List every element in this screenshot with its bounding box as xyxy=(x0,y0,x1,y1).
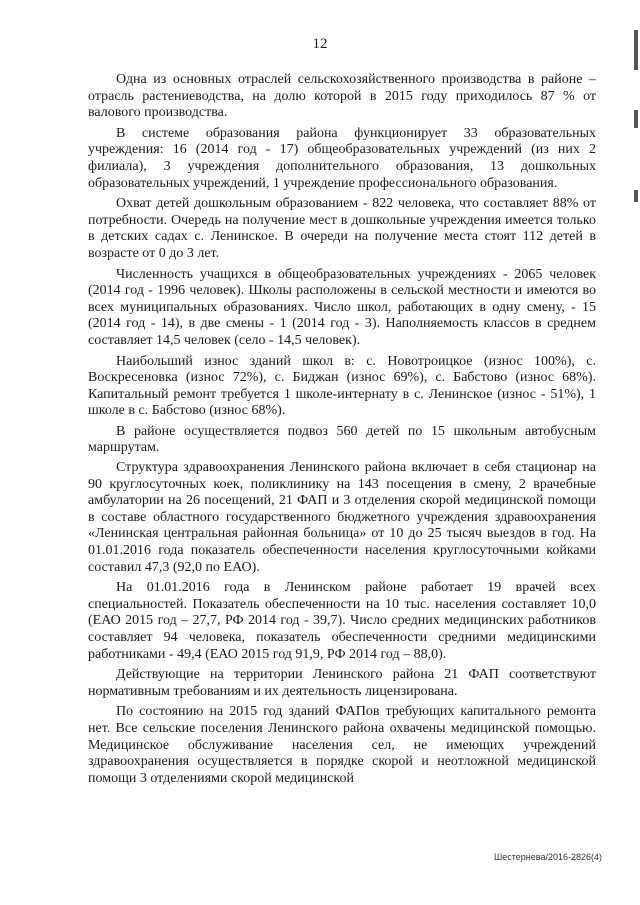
paragraph-doctors: На 01.01.2016 года в Ленинском районе работает 19 врачей всех специальностей. Показатель обеспеченности на 10 тыс. населения составляет 10,0 (ЕАО 2015 год – 27,7, РФ 2014 год - 39,7). Число средних медицинских работников составляет 94 человека, показатель обеспеченности средними медицинскими работниками - 49,4 (ЕАО 2015 год 91,9, РФ 2014 год – 88,0). xyxy=(88,580,596,662)
paragraph-healthcare-structure: Структура здравоохранения Ленинского района включает в себя стационар на 90 круглосуточных коек, поликлинику на 143 посещения в смену, 2 врачебные амбулатории на 26 посещений, 21 ФАП и 3 отделения скорой медицинской помощи в составе областного государственного бюджетного учреждения здравоохранения «Ленинская центральная районная больница» от 10 до 25 тысяч выездов в год. На 01.01.2016 года показатель обеспеченности населения круглосуточными койками составил 47,3 (92,0 по ЕАО). xyxy=(88,460,596,575)
paragraph-fap-licensing: Действующие на территории Ленинского района 21 ФАП соответствуют нормативным требованиям и их деятельность лицензирована. xyxy=(88,667,596,699)
paragraph-crop-production: Одна из основных отраслей сельскохозяйственного производства в районе – отрасль растениеводства, на долю которой в 2015 году приходилось 87 % от валового производства. xyxy=(88,72,596,121)
footer-stamp: Шестернева/2016-2826(4) xyxy=(494,852,602,862)
paragraph-school-transport: В районе осуществляется подвоз 560 детей по 15 школьным автобусным маршрутам. xyxy=(88,423,596,456)
paragraph-school-wear: Наибольший износ зданий школ в: с. Новотроицкое (износ 100%), с. Воскресеновка (износ 72%), с. Биджан (износ 69%), с. Бабстово (износ 68%). Капитальный ремонт требуется 1 школе-интернату в с. Ленинское (износ - 51%), 1 школе в с. Бабстово (износ 68%). xyxy=(88,353,596,419)
paragraph-fap-buildings: По состоянию на 2015 год зданий ФАПов требующих капитального ремонта нет. Все сельские поселения Ленинского района охвачены медицинской помощью. Медицинское обслуживание населения сел, не имеющих учреждений здравоохранения осуществляется в порядке скорой и неотложной медицинской помощи 3 отделениями скорой медицинской xyxy=(88,704,596,786)
scan-edge-marks xyxy=(632,0,640,905)
document-body xyxy=(88,72,596,791)
paragraph-student-count: Численность учащихся в общеобразовательных учреждениях - 2065 человек (2014 год - 1996 человек). Школы расположены в сельской местности и имеются во всех муниципальных образованиях. Число школ, работающих в одну смену, - 15 (2014 год - 14), в две смены - 1 (2014 год - 3). Наполняемость классов в среднем составляет 14,5 человек (село - 14,5 человек). xyxy=(88,266,596,348)
page-number: 12 xyxy=(312,36,328,52)
paragraph-education-system: В системе образования района функционирует 33 образовательных учреждения: 16 (2014 год - 17) общеобразовательных учреждений (из них 2 филиала), 3 учреждения дополнительного образования, 13 дошкольных образовательных учреждений, 1 учреждение профессионального образования. xyxy=(88,125,596,191)
paragraph-preschool-coverage: Охват детей дошкольным образованием - 822 человека, что составляет 88% от потребности. Очередь на получение мест в дошкольные учреждения имеется только в детских садах с. Ленинское. В очереди на получение места стоят 112 детей в возрасте от 0 до 3 лет. xyxy=(88,196,596,261)
